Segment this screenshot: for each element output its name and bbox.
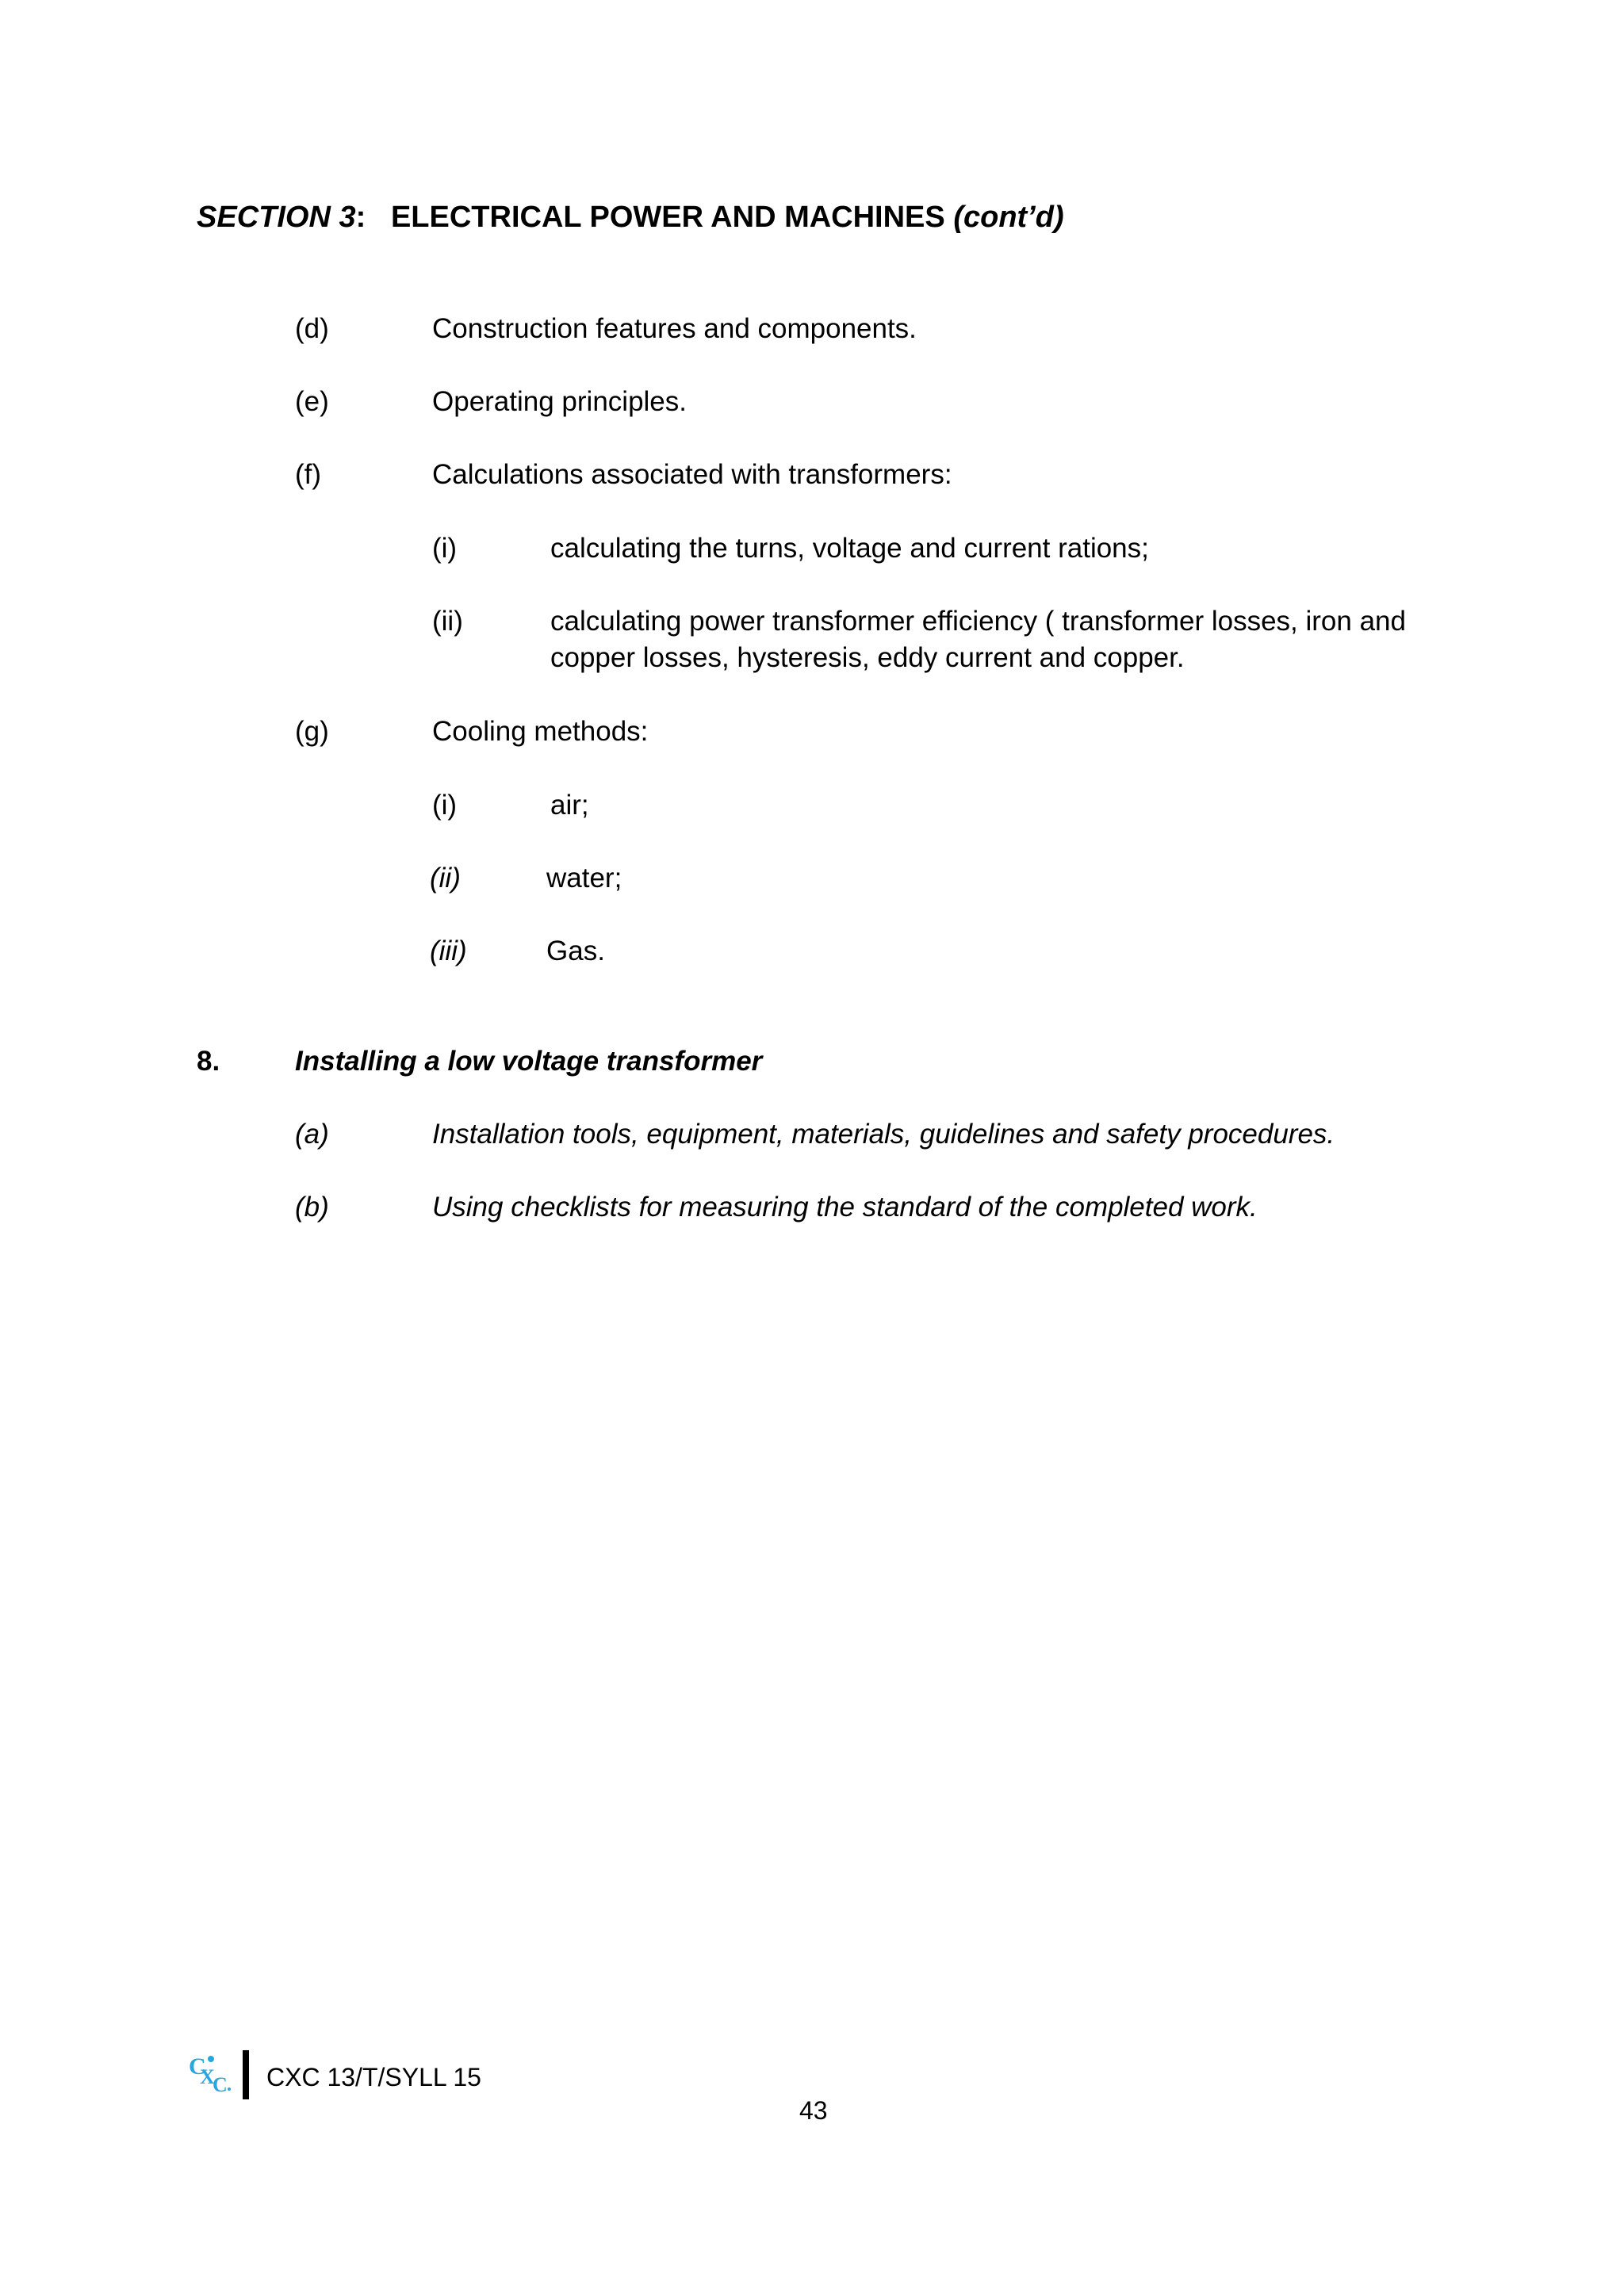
footer-document-code: CXC 13/T/SYLL 15 [266, 2063, 481, 2091]
item-d-label: (d) [295, 313, 329, 344]
item-f-sub-i-text: calculating the turns, voltage and current rations; [550, 533, 1149, 564]
item-f-sub-ii-label: (ii) [432, 606, 463, 637]
section-label: SECTION 3 [197, 201, 356, 234]
item-g-sub-iii-label: (iii) [430, 936, 467, 966]
cxc-logo-icon [189, 2052, 233, 2093]
section8-number: 8. [197, 1046, 220, 1077]
item-g-text: Cooling methods: [432, 716, 649, 747]
item-f-sub-i-label: (i) [432, 533, 458, 564]
section8-item-b-text: Using checklists for measuring the standard of the completed work. [432, 1192, 1258, 1223]
section-title: ELECTRICAL POWER AND MACHINES [390, 201, 945, 234]
svg-text:C: C [213, 2073, 228, 2093]
item-e-label: (e) [295, 386, 329, 417]
section8-title: Installing a low voltage transformer [295, 1046, 763, 1077]
item-g-sub-ii-text: water; [546, 863, 622, 894]
item-g-sub-ii-label: (ii) [430, 863, 461, 894]
item-g-sub-i-label: (i) [432, 790, 458, 821]
page-number: 43 [799, 2096, 828, 2125]
item-g-sub-i-text: air; [550, 790, 589, 821]
section8-item-a-text: Installation tools, equipment, materials, guidelines and safety procedures. [432, 1119, 1335, 1150]
footer-divider [243, 2050, 249, 2099]
item-e-text: Operating principles. [432, 386, 687, 417]
item-g-sub-iii-text: Gas. [546, 936, 605, 966]
svg-text:X: X [200, 2065, 215, 2088]
item-d-text: Construction features and components. [432, 313, 917, 344]
section-contd: (cont’d) [953, 201, 1064, 234]
item-f-text: Calculations associated with transformers: [432, 459, 952, 490]
item-f-label: (f) [295, 459, 322, 490]
svg-text:C: C [189, 2053, 206, 2080]
section-colon: : [355, 201, 366, 234]
item-g-label: (g) [295, 716, 329, 747]
section8-item-b-label: (b) [295, 1192, 329, 1223]
section8-item-a-label: (a) [295, 1119, 329, 1150]
section-heading [197, 198, 1064, 236]
item-f-sub-ii-text: calculating power transformer efficiency ( transformer losses, iron and copper losses, hysteresis, eddy current and copper. [550, 606, 1406, 673]
